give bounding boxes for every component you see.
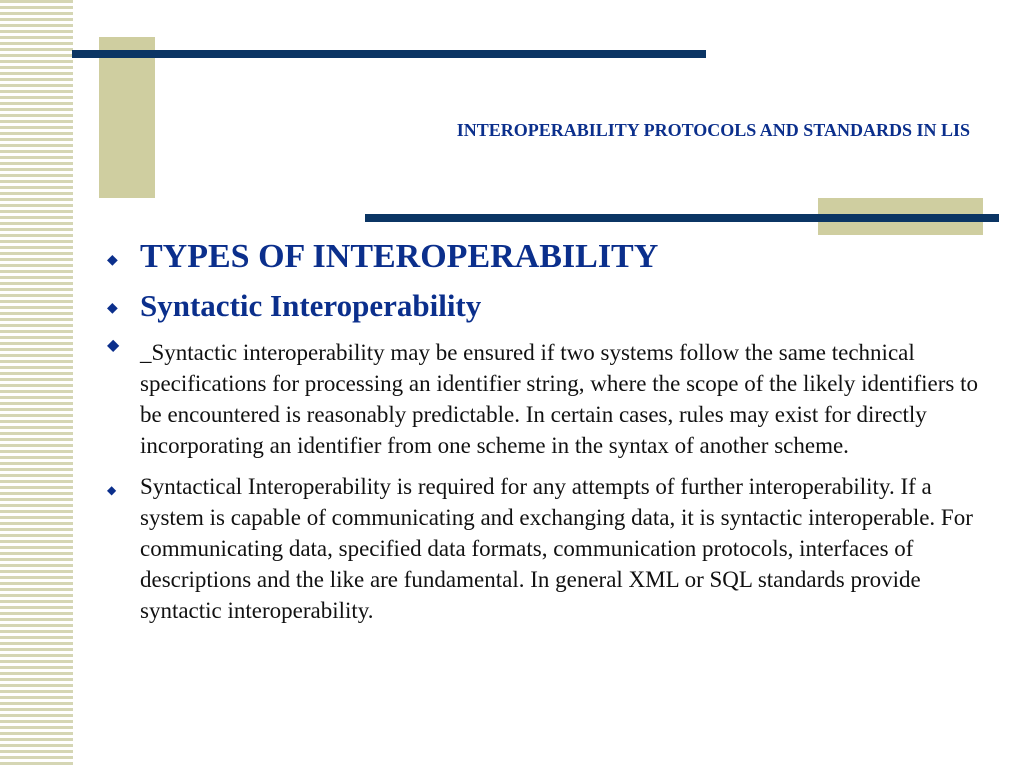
decorative-bar-bottom (365, 214, 999, 222)
bullet-item-paragraph-1 (107, 337, 978, 461)
bullet-list (107, 236, 987, 626)
bullet-text: Syntactic Interoperability (140, 288, 482, 323)
bullet-text: Syntactical Interoperability is required for any attempts of further interoperability. If a system is capable of communicating and exchanging data, it is syntactic interoperable. For communicating data, specified data formats, communication protocols, interfaces of descriptions and the like are fundamental. In general XML or SQL standards provide syntactic interoperability. (140, 474, 973, 623)
diamond-bullet-icon: ◆ (107, 300, 118, 316)
bullet-item-paragraph-2 (107, 471, 978, 626)
bullet-item-types-heading (107, 236, 987, 278)
bullet-text: TYPES OF INTEROPERABILITY (140, 238, 659, 275)
decorative-block-left (99, 37, 155, 198)
diamond-bullet-icon: ◆ (107, 483, 117, 497)
diamond-bullet-icon: ◆ (107, 252, 118, 268)
decorative-bar-top (72, 50, 706, 58)
bullet-text: _Syntactic interoperability may be ensured if two systems follow the same technical specifications for processing an identifier string, where the scope of the likely identifiers to be encountered is reasonably predictable. In certain cases, rules may exist for directly incorporating an identifier from one scheme in the syntax of another scheme. (140, 340, 978, 458)
bullet-item-syntactic-heading (98, 286, 987, 326)
diamond-bullet-icon: ◆ (107, 335, 120, 354)
slide-title: INTEROPERABILITY PROTOCOLS AND STANDARDS IN LIS (456, 120, 970, 140)
decorative-stripes (0, 0, 73, 768)
